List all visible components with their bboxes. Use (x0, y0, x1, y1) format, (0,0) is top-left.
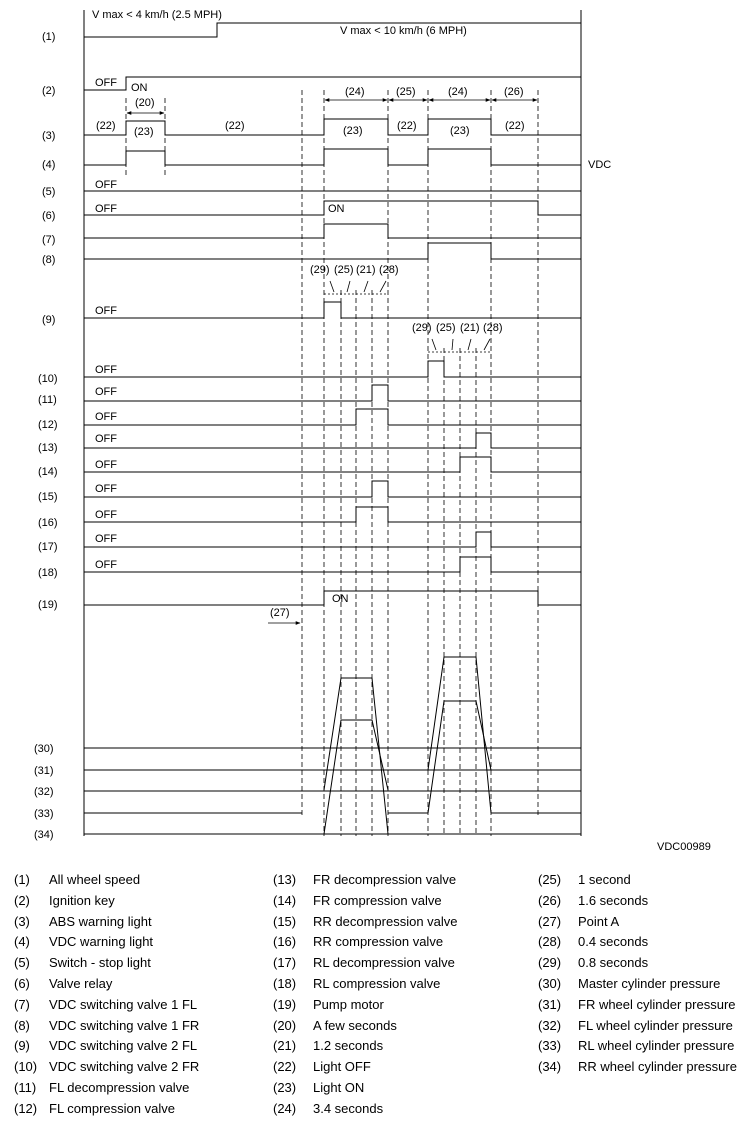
ref-28: (28) (379, 264, 399, 276)
legend-num: (31) (538, 996, 562, 1012)
row-label: (34) (34, 829, 54, 841)
row-label: (16) (38, 517, 58, 529)
wave-fl-compression (84, 409, 581, 425)
row-label: (11) (38, 394, 57, 406)
waveforms (84, 23, 581, 834)
legend-label: Master cylinder pressure (578, 975, 721, 991)
off-label: OFF (95, 77, 117, 89)
legend-label: FL wheel cylinder pressure (578, 1017, 733, 1033)
legend-label: VDC switching valve 2 FR (49, 1059, 200, 1075)
legend-num: (18) (273, 975, 297, 991)
row-label: (9) (42, 314, 56, 326)
legend-num: (8) (14, 1017, 30, 1033)
ref-25: (25) (396, 86, 416, 98)
row-label: (14) (38, 466, 58, 478)
off-label: OFF (95, 364, 117, 376)
legend-label: 0.4 seconds (578, 934, 649, 950)
off-label: OFF (95, 203, 117, 215)
on-label: ON (131, 82, 148, 94)
legend-num: (23) (273, 1079, 297, 1095)
legend-label: 1 second (578, 872, 631, 887)
legend-num: (29) (538, 955, 562, 971)
legend-label: Light ON (313, 1079, 365, 1095)
time-markers (126, 90, 538, 836)
ref-24: (24) (345, 86, 365, 98)
vmax-low-label: V max < 4 km/h (2.5 MPH) (92, 9, 222, 21)
legend-label: Valve relay (49, 975, 113, 991)
row-labels (34, 31, 58, 841)
ref-23: (23) (450, 125, 470, 137)
legend-label: A few seconds (313, 1017, 397, 1033)
ref-26: (26) (504, 86, 524, 98)
wave-sw-valve2-fr (84, 361, 581, 377)
legend-label: RL wheel cylinder pressure (578, 1038, 735, 1054)
off-label: OFF (95, 483, 117, 495)
ref-25: (25) (436, 322, 456, 334)
off-label: OFF (95, 433, 117, 445)
legend-num: (32) (538, 1017, 562, 1033)
ref-29: (29) (310, 264, 330, 276)
legend-num: (1) (14, 872, 30, 887)
legend-num: (33) (538, 1038, 562, 1054)
row-label: (30) (34, 743, 54, 755)
legend-label: FR decompression valve (313, 872, 457, 887)
vmax-high-label: V max < 10 km/h (6 MPH) (340, 25, 467, 37)
legend-num: (12) (14, 1100, 38, 1116)
row-label: (12) (38, 419, 58, 431)
legend-num: (21) (273, 1038, 297, 1054)
wave-wheel-speed (84, 23, 581, 37)
off-label: OFF (95, 179, 117, 191)
legend-label: FR compression valve (313, 892, 442, 908)
legend-num: (30) (538, 975, 562, 991)
legend-num: (6) (14, 975, 30, 991)
legend-num: (34) (538, 1059, 562, 1075)
ref-27: (27) (270, 607, 290, 619)
legend-num: (28) (538, 934, 562, 950)
wave-sw-valve1-fl (84, 224, 581, 238)
row-label: (31) (34, 765, 54, 777)
legend-label: 0.8 seconds (578, 955, 649, 971)
on-label: ON (332, 593, 349, 605)
row-label: (4) (42, 159, 56, 171)
ref-23: (23) (343, 125, 363, 137)
legend-num: (4) (14, 934, 30, 950)
ref-29: (29) (412, 322, 432, 334)
off-label: OFF (95, 509, 117, 521)
ref-21: (21) (356, 264, 376, 276)
wave-rl-compression (84, 557, 581, 572)
wave-vdc-light (84, 149, 581, 165)
legend-num: (17) (273, 955, 297, 971)
row-label: (15) (38, 491, 58, 503)
state-labels (95, 77, 611, 605)
legend-label: VDC warning light (49, 934, 154, 950)
ref-22: (22) (397, 120, 417, 132)
legend-num: (2) (14, 892, 30, 908)
row-label: (6) (42, 210, 56, 222)
ref-23: (23) (134, 126, 154, 138)
ref-21: (21) (460, 322, 480, 334)
row-label: (19) (38, 599, 58, 611)
row-label: (1) (42, 31, 56, 43)
legend-label: Pump motor (313, 996, 384, 1012)
legend-num: (7) (14, 996, 30, 1012)
wave-fr-decompression (84, 433, 581, 448)
row-label: (13) (38, 442, 58, 454)
ref-22: (22) (505, 120, 525, 132)
legend-num: (14) (273, 892, 297, 908)
legend-label: ABS warning light (49, 913, 152, 929)
legend-num: (25) (538, 872, 562, 887)
ref-22: (22) (96, 120, 116, 132)
ref-22: (22) (225, 120, 245, 132)
legend-label: Ignition key (49, 892, 115, 908)
legend-label: RL compression valve (313, 975, 441, 991)
row-label: (10) (38, 373, 58, 385)
legend-label: 3.4 seconds (313, 1100, 384, 1116)
wave-fr-compression (84, 457, 581, 472)
legend-num: (13) (273, 872, 297, 887)
legend-label: 1.6 seconds (578, 892, 649, 908)
legend-label: Switch - stop light (49, 955, 151, 971)
legend-num: (15) (273, 913, 297, 929)
wave-fl-decompression (84, 385, 581, 401)
legend-num: (22) (273, 1059, 297, 1075)
ref-20: (20) (135, 97, 155, 109)
on-label: ON (328, 203, 345, 215)
wave-rr-compression (84, 507, 581, 522)
wave-sw-valve1-fr (84, 243, 581, 259)
ref-24: (24) (448, 86, 468, 98)
off-label: OFF (95, 386, 117, 398)
vdc-label: VDC (588, 159, 612, 171)
legend-label: VDC switching valve 2 FL (49, 1038, 198, 1054)
legend-num: (20) (273, 1017, 297, 1033)
off-label: OFF (95, 459, 117, 471)
wave-rl-decompression (84, 532, 581, 547)
legend-label: 1.2 seconds (313, 1038, 384, 1054)
figure-code: VDC00989 (657, 841, 711, 853)
legend-num: (3) (14, 913, 30, 929)
row-label: (32) (34, 786, 54, 798)
legend-label: RR decompression valve (313, 913, 458, 929)
legend-label: RR compression valve (313, 934, 444, 950)
legend-label: Light OFF (313, 1059, 371, 1075)
pressure-curve-high-2 (428, 657, 491, 813)
legend-num: (9) (14, 1038, 30, 1054)
legend-num: (5) (14, 955, 30, 971)
legend-label: FR wheel cylinder pressure (578, 996, 736, 1012)
off-label: OFF (95, 305, 117, 317)
legend-num: (24) (273, 1100, 297, 1116)
off-label: OFF (95, 411, 117, 423)
legend-num: (19) (273, 996, 297, 1012)
legend-label: RR wheel cylinder pressure (578, 1059, 737, 1075)
row-label: (5) (42, 186, 56, 198)
row-label: (18) (38, 567, 58, 579)
legend-label: RL decompression valve (313, 955, 455, 971)
row-label: (3) (42, 130, 56, 142)
ref-25: (25) (334, 264, 354, 276)
wave-rr-decompression (84, 481, 581, 497)
row-label: (2) (42, 85, 56, 97)
off-label: OFF (95, 559, 117, 571)
wave-sw-valve2-fl (84, 302, 581, 318)
legend-num: (27) (538, 913, 562, 929)
legend-num: (11) (14, 1079, 37, 1095)
row-label: (33) (34, 808, 54, 820)
legend-label: VDC switching valve 1 FR (49, 1017, 200, 1033)
legend-num: (16) (273, 934, 297, 950)
row-label: (17) (38, 541, 58, 553)
legend-label: VDC switching valve 1 FL (49, 996, 198, 1012)
legend (0, 870, 754, 1127)
row-label: (7) (42, 234, 56, 246)
row-label: (8) (42, 254, 56, 266)
off-label: OFF (95, 533, 117, 545)
legend-num: (26) (538, 892, 562, 908)
legend-label: Point A (578, 913, 620, 929)
legend-label: All wheel speed (49, 872, 141, 887)
legend-label: FL compression valve (49, 1100, 175, 1116)
ref-28: (28) (483, 322, 503, 334)
legend-num: (10) (14, 1059, 38, 1075)
legend-label: FL decompression valve (49, 1079, 190, 1095)
